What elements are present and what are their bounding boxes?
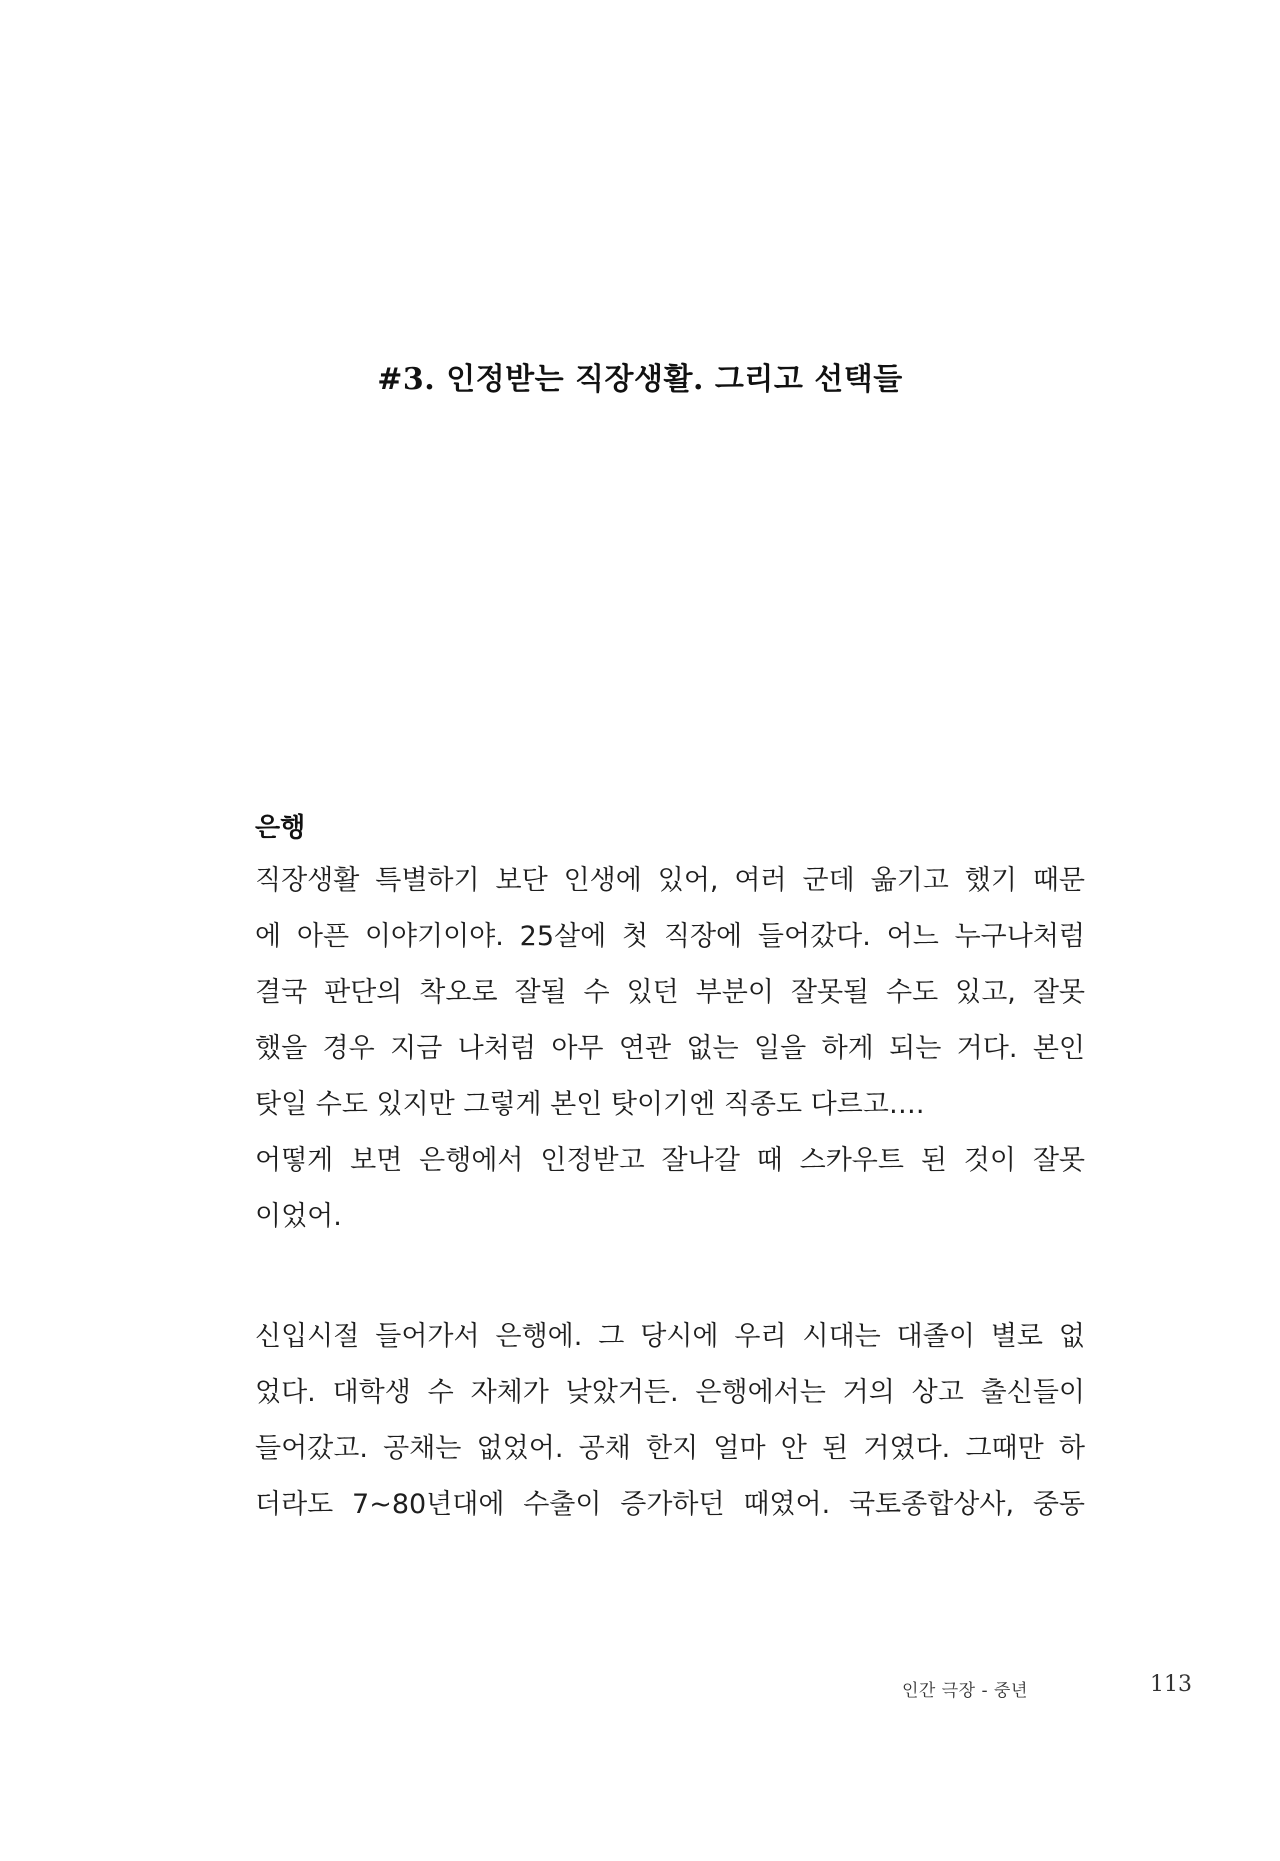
- paragraph-2: [255, 1309, 1085, 1533]
- text-line: 더라도 7~80년대에 수출이 증가하던 때였어. 국토종합상사, 중동: [255, 1489, 1085, 1520]
- text-line: 에 아픈 이야기이야. 25살에 첫 직장에 들어갔다. 어느 누구나처럼: [255, 921, 1085, 952]
- chapter-title: #3. 인정받는 직장생활. 그리고 선택들: [377, 362, 903, 397]
- paragraph-1: [255, 853, 1085, 1245]
- section-heading: 은행: [255, 813, 306, 843]
- text-line: 탓일 수도 있지만 그렇게 본인 탓이기엔 직종도 다르고….: [255, 1089, 925, 1120]
- text-line: 신입시절 들어가서 은행에. 그 당시에 우리 시대는 대졸이 별로 없: [255, 1321, 1085, 1352]
- text-line: 했을 경우 지금 나처럼 아무 연관 없는 일을 하게 되는 거다. 본인: [255, 1033, 1085, 1064]
- text-line: 어떻게 보면 은행에서 인정받고 잘나갈 때 스카우트 된 것이 잘못: [255, 1145, 1085, 1176]
- text-line: 었다. 대학생 수 자체가 낮았거든. 은행에서는 거의 상고 출신들이: [255, 1377, 1085, 1408]
- page-footer: [0, 1672, 1280, 1708]
- text-line: 결국 판단의 착오로 잘될 수 있던 부분이 잘못될 수도 있고, 잘못: [255, 977, 1085, 1008]
- running-title: 인간 극장 - 중년: [902, 1681, 1028, 1701]
- text-line: 이었어.: [255, 1201, 342, 1232]
- text-line: 들어갔고. 공채는 없었어. 공채 한지 얼마 안 된 거였다. 그때만 하: [255, 1433, 1085, 1464]
- text-line: 직장생활 특별하기 보단 인생에 있어, 여러 군데 옮기고 했기 때문: [255, 865, 1085, 896]
- page-number: 113: [1150, 1672, 1192, 1697]
